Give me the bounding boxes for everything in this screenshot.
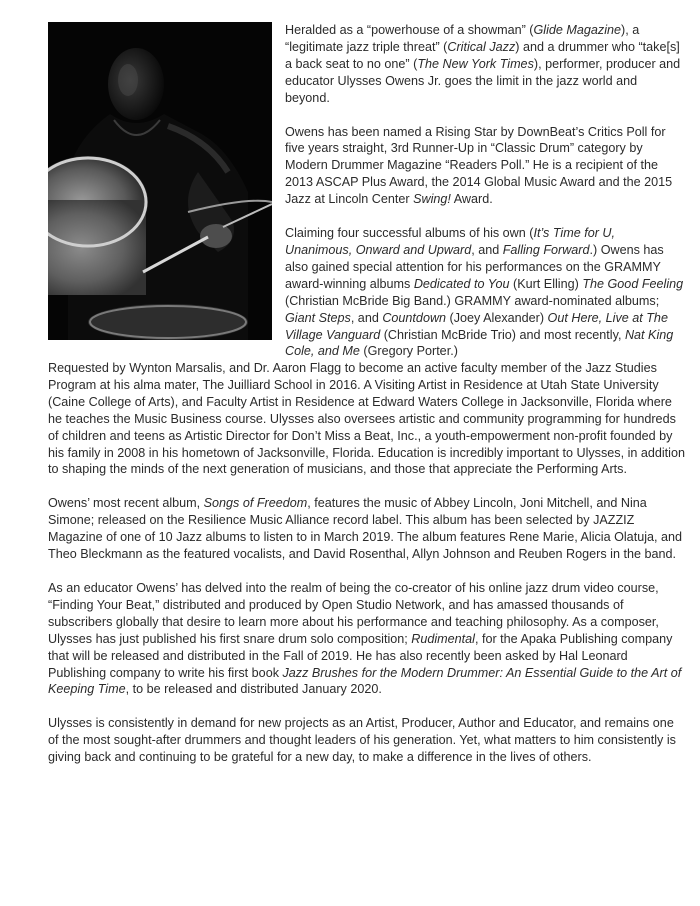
paragraph-albums: Claiming four successful albums of his own (It’s Time for U, Unanimous, Onward and Upward, and Falling Forward.) Owens has also gained special attention for his performances on the GRAMMY award-winning albums Dedicated to You (Kurt Elling) The Good Feeling (Christian McBride Big Band.) GRAMMY award-nominated albums; Giant Steps, and Countdown (Joey Alexander) Out Here, Live at The Village Vanguard (Christian McBride Trio) and most recently, Nat King Cole, and Me (Gregory Porter.) [285, 226, 684, 359]
body-text [48, 360, 686, 766]
paragraph-recent-album: Owens’ most recent album, Songs of Freedom, features the music of Abbey Lincoln, Joni Mitchell, and Nina Simone; released on the Resilience Music Alliance record label. This album has been selected by JAZZIZ Magazine of one of 10 Jazz albums to listen to in March 2019. The album features Rene Marie, Alicia Olatuja, and Theo Bleckmann as the featured vocalists, and David Rosenthal, Allyn Johnson and Reuben Rogers in the band. [48, 496, 683, 562]
paragraph-faculty: Requested by Wynton Marsalis, and Dr. Aaron Flagg to become an active faculty member of the Jazz Studies Program at his alma mater, The Juilliard School in 2016. A Visiting Artist in Residence at Utah State University (Caine College of Arts), and Faculty Artist in Residence at Edward Waters College in Jacksonville, Florida where he teaches the Music Business course. Ulysses also oversees artistic and community programming for hundreds of children and teens as Artistic Director for Don’t Miss a Beat, Inc., a youth-empowerment non-profit founded by his family in 2008 in his hometown of Jacksonville, Florida. Education is incredibly important to Ulysses, in addition to shaping the minds of the next generation of musicians, and those that appreciate the Performing Arts. [48, 361, 685, 477]
paragraph-educator: As an educator Owens’ has delved into the realm of being the co-creator of his online jazz drum video course, “Finding Your Beat,” distributed and produced by Open Studio Network, and has amassed thousands of subscribers globally that desire to learn more about his performance and teaching philosophy. As a composer, Ulysses has just published his first snare drum solo composition; Rudimental, for the Apaka Publishing company that will be released and distributed in the Fall of 2019. He has also recently been asked by Hal Leonard Publishing company to write his first book Jazz Brushes for the Modern Drummer: An Essential Guide to the Art of Keeping Time, to be released and distributed January 2020. [48, 580, 682, 697]
paragraph-closing: Ulysses is consistently in demand for new projects as an Artist, Producer, Author and Educator, and remains one of the most sought-after drummers and thought leaders of his generation. Yet, what matters to him consistently is giving back and continuing to be grateful for a new day, to make a difference in the lives of others. [48, 716, 676, 765]
paragraph-praise: Heralded as a “powerhouse of a showman” (Glide Magazine), a “legitimate jazz triple threat” (Critical Jazz) and a drummer who “take[s] a back seat to no one” (The New York Times), performer, producer and educator Ulysses Owens Jr. goes the limit in the jazz world and beyond. [285, 23, 681, 105]
drummer-photo [48, 22, 272, 340]
intro-column [285, 22, 685, 360]
paragraph-awards: Owens has been named a Rising Star by DownBeat’s Critics Poll for five years straight, 3rd Runner-Up in “Classic Drum” category by Modern Drummer Magazine “Readers Poll.” He is a recipient of the 2013 ASCAP Plus Award, the 2014 Global Music Award and the 2015 Jazz at Lincoln Center Swing! Award. [285, 124, 673, 207]
